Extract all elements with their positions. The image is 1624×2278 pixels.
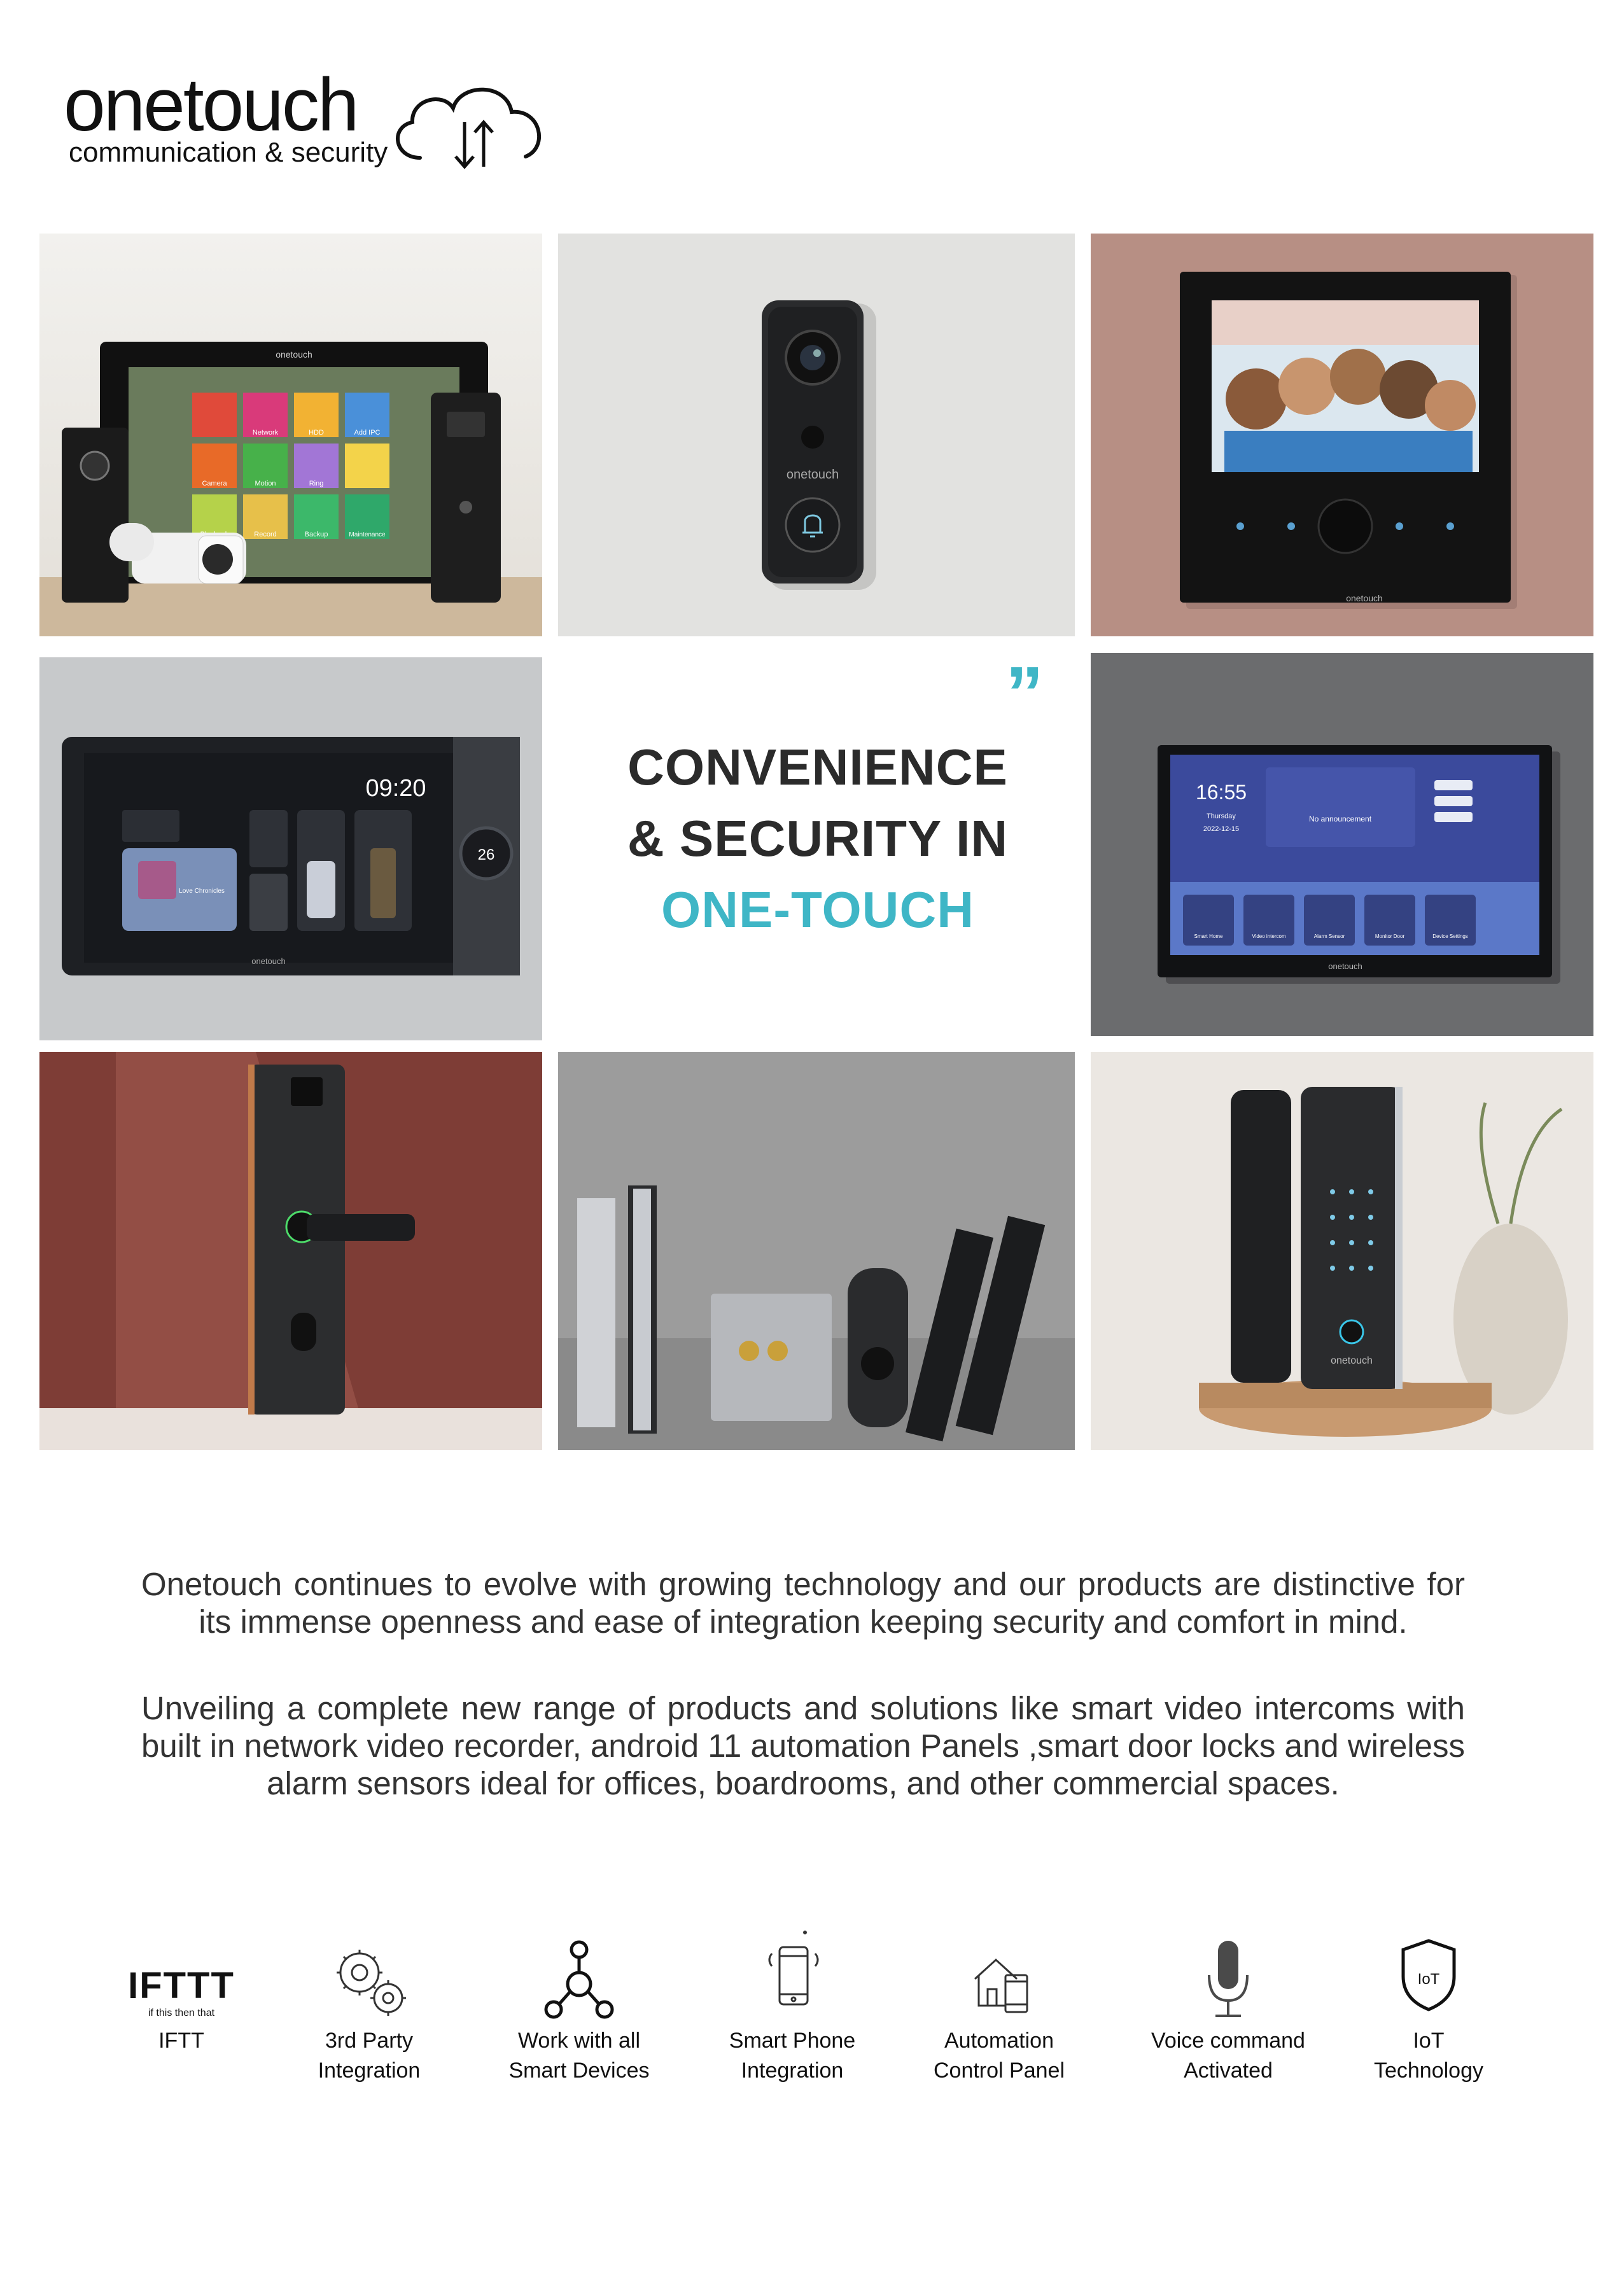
svg-text:Video intercom: Video intercom [1252, 933, 1286, 939]
feature-voice-command [1126, 1934, 1330, 2083]
device-brand-mark: onetouch [251, 956, 286, 966]
brand-name: onetouch [64, 63, 358, 147]
quote-mark-icon: ” [1005, 651, 1044, 736]
monitor-clock: 16:55 [1195, 781, 1247, 804]
svg-text:Motion: Motion [255, 480, 276, 487]
svg-text:Smart Home: Smart Home [1194, 933, 1223, 939]
feature-label: 3rd Party [325, 2029, 413, 2053]
svg-text:Camera: Camera [202, 480, 227, 487]
svg-text:Device Settings: Device Settings [1432, 933, 1468, 939]
headline-block [560, 651, 1075, 1037]
device-brand-mark: onetouch [1328, 961, 1362, 971]
microphone-icon [1152, 1934, 1305, 2023]
description-paragraph-1: Onetouch continues to evolve with growing technology and our products are distinctive for its immense openness and ease of integration keeping security and comfort in mind. [141, 1566, 1465, 1640]
feature-label: IFTT [158, 2029, 204, 2053]
iot-shield-icon [1352, 1934, 1505, 2023]
feature-ifttt [80, 1934, 283, 2058]
connected-nodes-icon [503, 1934, 655, 2023]
device-brand-mark: onetouch [1346, 593, 1383, 603]
feature-label-2: Activated [1184, 2058, 1273, 2083]
ifttt-logo-sub: if this then that [148, 2008, 215, 2018]
home-panel-icon [923, 1934, 1075, 2023]
headline-line-1: CONVENIENCE [627, 739, 1008, 795]
svg-text:Network: Network [252, 429, 279, 437]
feature-label-2: Integration [741, 2058, 844, 2083]
feature-label: Voice command [1151, 2029, 1305, 2053]
feature-label: IoT [1413, 2029, 1445, 2053]
panel-media-card: Love Chronicles [179, 888, 225, 895]
cloud-upload-download-icon [382, 76, 560, 172]
monitor-day: Thursday [1207, 813, 1236, 820]
feature-label-2: Integration [318, 2058, 421, 2083]
device-brand-mark: onetouch [1331, 1355, 1373, 1366]
smartphone-vibrate-icon [716, 1934, 869, 2023]
headline-line-3: ONE-TOUCH [661, 881, 974, 938]
device-brand-mark: onetouch [276, 349, 312, 360]
svg-text:HDD: HDD [309, 429, 324, 437]
monitor-date: 2022-12-15 [1203, 825, 1240, 833]
svg-text:Alarm Sensor: Alarm Sensor [1313, 933, 1345, 939]
ifttt-logo-text: IFTTT [128, 1965, 235, 2006]
headline-line-2: & SECURITY IN [627, 810, 1009, 867]
svg-text:Ring: Ring [309, 480, 324, 487]
glass-door-lock-photo [1091, 1052, 1593, 1450]
feature-smart-phone [690, 1934, 894, 2083]
indoor-monitor-photo [1091, 653, 1593, 1036]
feature-smart-devices [477, 1934, 681, 2083]
feature-label: Smart Phone [729, 2029, 856, 2053]
feature-label: Automation [944, 2029, 1054, 2053]
feature-3rd-party [267, 1934, 471, 2083]
monitor-notice: No announcement [1308, 814, 1372, 823]
brand-logo [64, 64, 509, 172]
gears-icon [293, 1934, 445, 2023]
description-paragraph-2: Unveiling a complete new range of products and solutions like smart video intercoms with built in network video recorder, android 11 automation Panels ,smart door locks and wireless alarm sensors ideal for offices, boardrooms, and other commercial spaces. [141, 1690, 1465, 1801]
feature-label-2: Technology [1373, 2058, 1483, 2083]
device-brand-mark: onetouch [786, 468, 839, 482]
svg-text:Backup: Backup [304, 531, 328, 538]
svg-text:Monitor Door: Monitor Door [1375, 933, 1405, 939]
feature-label-2: Smart Devices [508, 2058, 650, 2083]
video-doorbell-photo [558, 234, 1075, 636]
feature-label: Work with all [517, 2029, 641, 2053]
thermostat-temp: 26 [477, 846, 495, 863]
panel-clock: 09:20 [365, 775, 426, 802]
svg-text:Record: Record [254, 531, 277, 538]
svg-text:Maintenance: Maintenance [349, 531, 386, 538]
smart-door-lock-photo [39, 1052, 542, 1450]
access-control-hardware-photo [558, 1052, 1075, 1450]
video-intercom-monitor-photo [1091, 234, 1593, 636]
ifttt-logo-icon [105, 1934, 258, 2023]
nvr-product-photo [39, 234, 542, 636]
brand-tagline: communication & security [69, 137, 388, 168]
automation-panel-photo [39, 657, 542, 1040]
svg-text:Add IPC: Add IPC [354, 429, 381, 437]
feature-automation-panel [897, 1934, 1101, 2083]
iot-shield-text: IoT [1417, 1971, 1440, 1988]
feature-label-2: Control Panel [933, 2058, 1065, 2083]
feature-iot [1327, 1934, 1530, 2083]
